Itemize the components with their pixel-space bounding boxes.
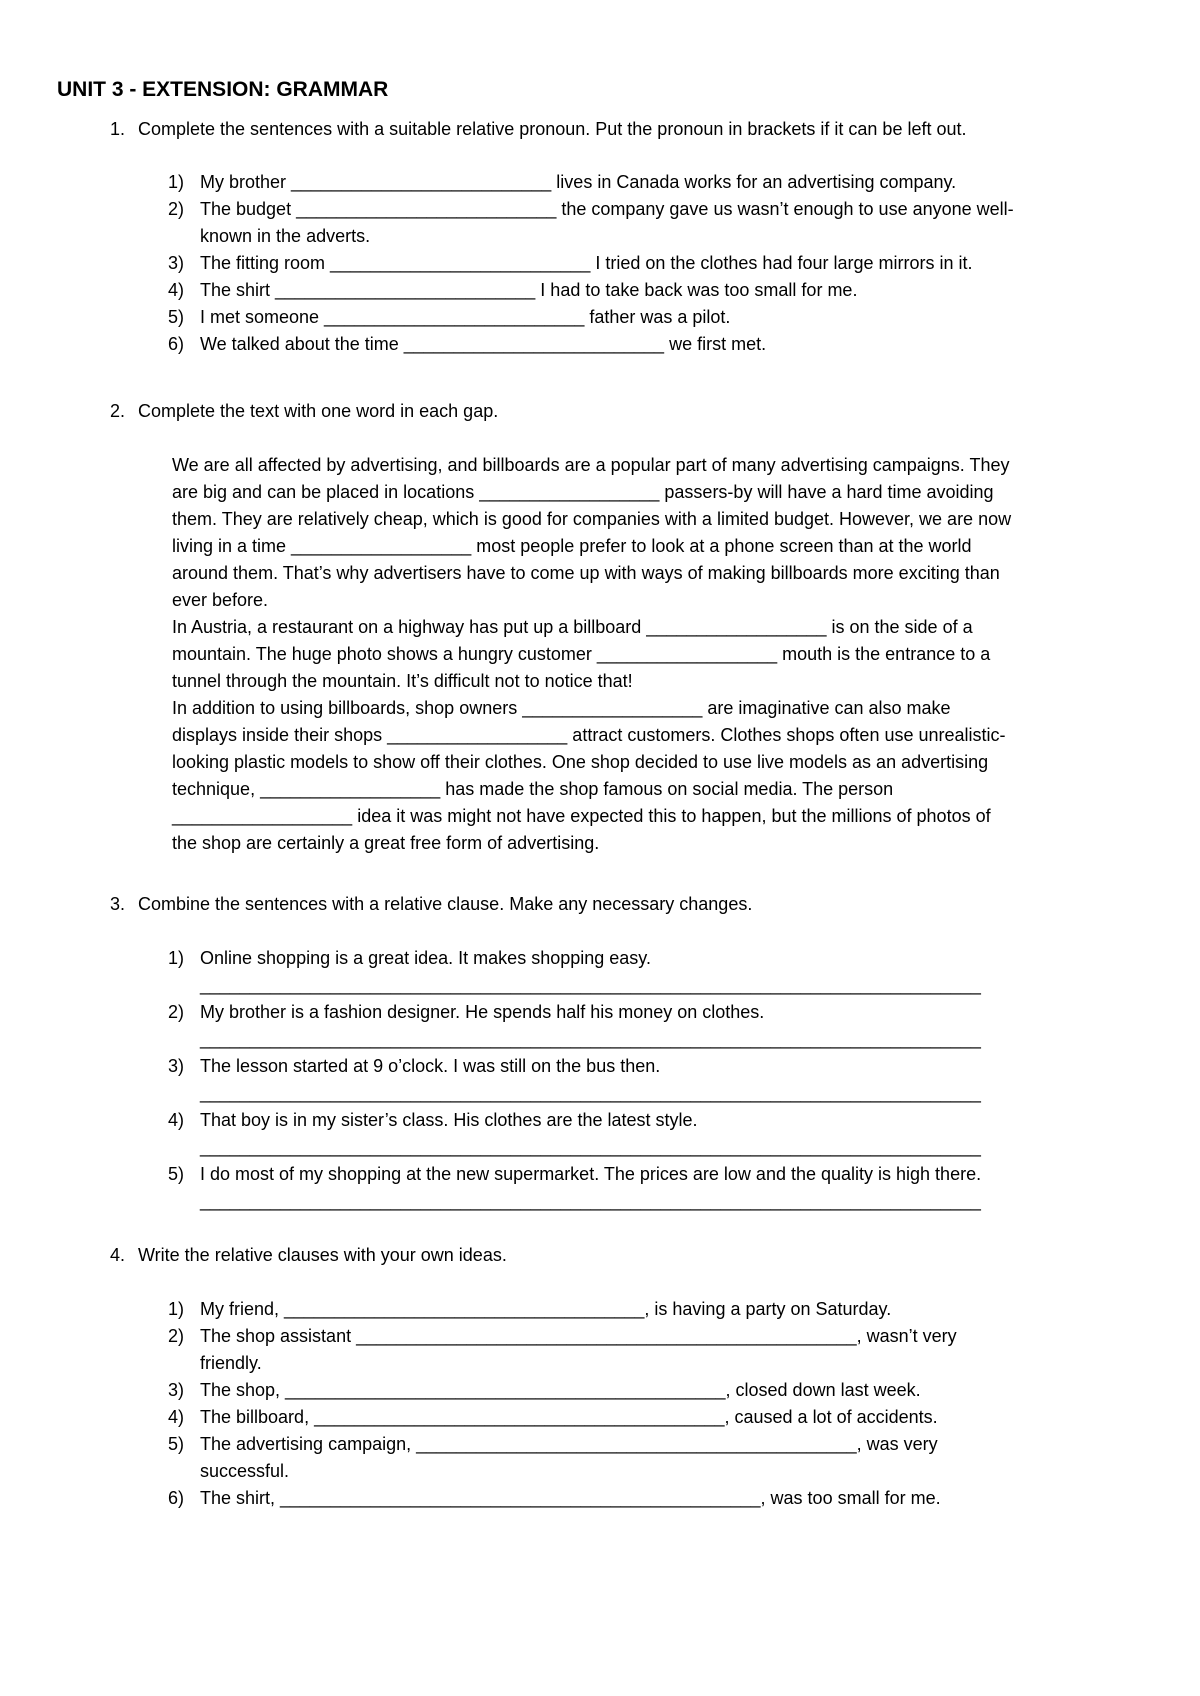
item-number: 5): [168, 307, 185, 327]
exercise-number: 2.: [110, 401, 126, 421]
text-line: In Austria, a restaurant on a highway has put up a billboard __________________ is on the side of a: [172, 617, 973, 637]
instruction-text: Write the relative clauses with your own ideas.: [138, 1245, 507, 1265]
gap-fill-text: [172, 452, 1152, 857]
item-number: 2): [168, 1326, 185, 1346]
exercise-4-instruction: [110, 1242, 1138, 1269]
answer-line[interactable]: ______________________________________________________________________________: [200, 1137, 981, 1157]
text-line: We are all affected by advertising, and billboards are a popular part of many advertising campaigns. They: [172, 455, 1010, 475]
item-text: Online shopping is a great idea. It makes shopping easy.: [200, 948, 651, 968]
item-text-continued: friendly.: [200, 1353, 262, 1373]
text-line: In addition to using billboards, shop owners __________________ are imaginative can also make: [172, 698, 951, 718]
text-line: living in a time __________________ most people prefer to look at a phone screen than at the world: [172, 536, 972, 556]
text-line: mountain. The huge photo shows a hungry customer __________________ mouth is the entrance to a: [172, 644, 991, 664]
item-text: I met someone __________________________ father was a pilot.: [200, 307, 731, 327]
item-text: My friend, ____________________________________, is having a party on Saturday.: [200, 1299, 892, 1319]
item-text: The fitting room __________________________ I tried on the clothes had four large mirrors in it.: [200, 253, 973, 273]
exercise-2-instruction: [110, 398, 1138, 425]
text-line: are big and can be placed in locations __________________ passers-by will have a hard time avoiding: [172, 482, 994, 502]
instruction-text: Complete the text with one word in each gap.: [138, 401, 499, 421]
item-text: The billboard, _________________________________________, caused a lot of accidents.: [200, 1407, 938, 1427]
exercise-1-item-6: [168, 331, 1140, 358]
item-number: 3): [168, 1380, 185, 1400]
answer-line[interactable]: ______________________________________________________________________________: [200, 975, 981, 995]
item-number: 3): [168, 253, 185, 273]
item-number: 5): [168, 1434, 185, 1454]
text-line: ever before.: [172, 590, 269, 610]
item-text: My brother is a fashion designer. He spends half his money on clothes.: [200, 1002, 765, 1022]
exercise-1-item-4: [168, 277, 1140, 304]
exercise-1-item-3: [168, 250, 1140, 277]
text-line: looking plastic models to show off their clothes. One shop decided to use live models as an advertising: [172, 752, 989, 772]
exercise-1-item-2: [168, 196, 1140, 250]
item-number: 4): [168, 1407, 185, 1427]
item-text: The advertising campaign, ____________________________________________, was very: [200, 1434, 938, 1454]
exercise-3-item-4: [168, 1107, 1140, 1161]
exercise-3-item-3: [168, 1053, 1140, 1107]
exercise-4-item-5: [168, 1431, 1140, 1485]
instruction-text: Complete the sentences with a suitable relative pronoun. Put the pronoun in brackets if it can be left out.: [138, 119, 967, 139]
item-text: The shirt __________________________ I had to take back was too small for me.: [200, 280, 858, 300]
exercise-4-item-3: [168, 1377, 1140, 1404]
text-line: displays inside their shops __________________ attract customers. Clothes shops often use unrealistic-: [172, 725, 1006, 745]
text-line: __________________ idea it was might not have expected this to happen, but the millions of photos of: [172, 806, 991, 826]
item-number: 2): [168, 199, 185, 219]
exercise-3-instruction: [110, 891, 1138, 918]
item-text: The shirt, ________________________________________________, was too small for me.: [200, 1488, 941, 1508]
exercise-1-item-5: [168, 304, 1140, 331]
exercise-3-item-5: [168, 1161, 1140, 1215]
item-text: My brother __________________________ lives in Canada works for an advertising company.: [200, 172, 957, 192]
item-number: 3): [168, 1056, 185, 1076]
exercise-number: 4.: [110, 1245, 126, 1265]
exercise-number: 1.: [110, 119, 126, 139]
text-line: technique, __________________ has made the shop famous on social media. The person: [172, 779, 894, 799]
text-line: tunnel through the mountain. It’s difficult not to notice that!: [172, 671, 633, 691]
exercise-3-item-1: [168, 945, 1140, 999]
exercise-3-item-2: [168, 999, 1140, 1053]
text-line: them. They are relatively cheap, which is good for companies with a limited budget. However, we are now: [172, 509, 1012, 529]
item-text-continued: successful.: [200, 1461, 290, 1481]
exercise-4-item-6: [168, 1485, 1140, 1512]
text-line: around them. That’s why advertisers have to come up with ways of making billboards more exciting than: [172, 563, 1000, 583]
exercise-1-item-1: [168, 169, 1140, 196]
item-text: I do most of my shopping at the new supermarket. The prices are low and the quality is high there.: [200, 1164, 982, 1184]
item-text: The shop, ____________________________________________, closed down last week.: [200, 1380, 921, 1400]
item-number: 5): [168, 1164, 185, 1184]
exercise-number: 3.: [110, 894, 126, 914]
answer-line[interactable]: ______________________________________________________________________________: [200, 1191, 981, 1211]
item-text: The budget __________________________ the company gave us wasn’t enough to use anyone well-: [200, 199, 1014, 219]
exercise-4-item-4: [168, 1404, 1140, 1431]
item-number: 6): [168, 1488, 185, 1508]
exercise-1-instruction: [110, 116, 1138, 143]
answer-line[interactable]: ______________________________________________________________________________: [200, 1083, 981, 1103]
item-number: 1): [168, 948, 185, 968]
exercise-4-item-2: [168, 1323, 1140, 1377]
exercise-4-item-1: [168, 1296, 1140, 1323]
item-text: The shop assistant __________________________________________________, wasn’t very: [200, 1326, 957, 1346]
answer-line[interactable]: ______________________________________________________________________________: [200, 1029, 981, 1049]
item-text: That boy is in my sister’s class. His clothes are the latest style.: [200, 1110, 698, 1130]
item-number: 1): [168, 172, 185, 192]
item-text-continued: known in the adverts.: [200, 226, 371, 246]
item-number: 2): [168, 1002, 185, 1022]
item-text: We talked about the time __________________________ we first met.: [200, 334, 767, 354]
item-number: 4): [168, 280, 185, 300]
instruction-text: Combine the sentences with a relative clause. Make any necessary changes.: [138, 894, 753, 914]
text-line: the shop are certainly a great free form of advertising.: [172, 833, 600, 853]
item-number: 4): [168, 1110, 185, 1130]
page-title: UNIT 3 - EXTENSION: GRAMMAR: [57, 78, 389, 101]
item-number: 6): [168, 334, 185, 354]
item-text: The lesson started at 9 o’clock. I was still on the bus then.: [200, 1056, 661, 1076]
item-number: 1): [168, 1299, 185, 1319]
